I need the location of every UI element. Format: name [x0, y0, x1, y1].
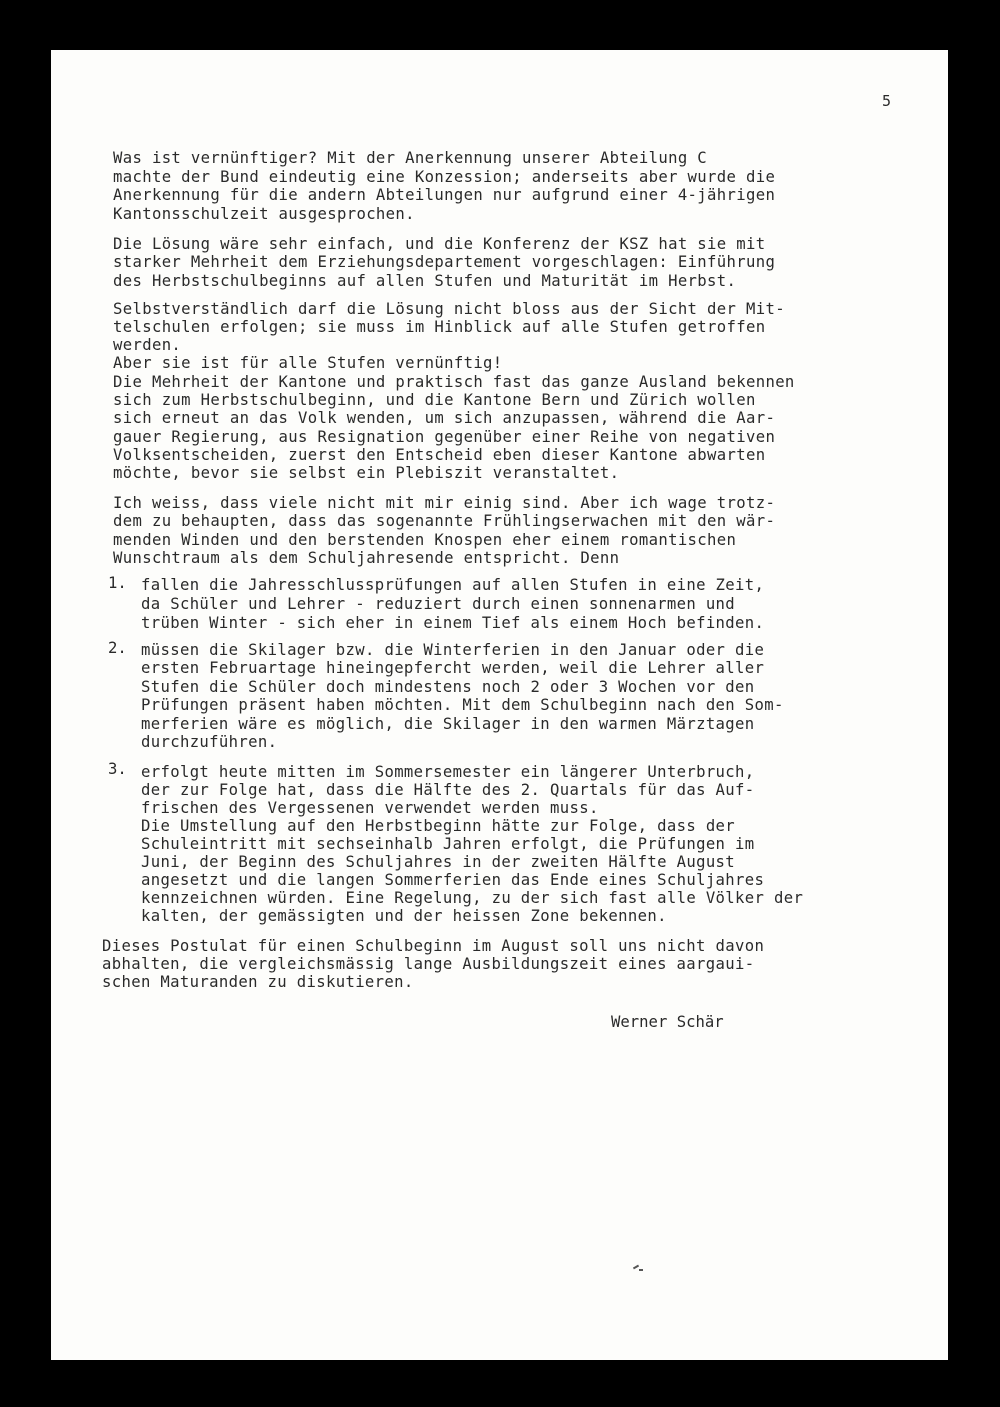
- list-item-2-line-3: Stufen die Schüler doch mindestens noch 2 oder 3 Wochen vor den: [141, 678, 755, 696]
- list-number-3: 3.: [108, 760, 127, 778]
- list-number-2: 2.: [108, 639, 127, 657]
- list-item-2-line-6: durchzuführen.: [141, 733, 278, 751]
- paragraph-3-line-10: möchte, bevor sie selbst ein Plebiszit veranstaltet.: [113, 464, 620, 482]
- list-item-3-line-5: Schuleintritt mit sechseinhalb Jahren erfolgt, die Prüfungen im: [141, 835, 755, 853]
- closing-line-2: abhalten, die vergleichsmässig lange Ausbildungszeit eines aargaui-: [102, 955, 755, 973]
- paragraph-4-line-1: Ich weiss, dass viele nicht mit mir einig sind. Aber ich wage trotz-: [113, 494, 776, 512]
- paragraph-4-line-3: menden Winden und den berstenden Knospen eher einem romantischen: [113, 531, 737, 549]
- paragraph-2-line-1: Die Lösung wäre sehr einfach, und die Konferenz der KSZ hat sie mit: [113, 235, 766, 253]
- page-number: 5: [882, 92, 892, 110]
- list-item-3-line-2: der zur Folge hat, dass die Hälfte des 2. Quartals für das Auf-: [141, 781, 755, 799]
- paragraph-3-line-8: gauer Regierung, aus Resignation gegenüber einer Reihe von negativen: [113, 428, 776, 446]
- paragraph-3-line-6: sich zum Herbstschulbeginn, und die Kantone Bern und Zürich wollen: [113, 391, 756, 409]
- list-item-2-line-1: müssen die Skilager bzw. die Winterferien in den Januar oder die: [141, 641, 765, 659]
- paragraph-1-line-3: Anerkennung für die andern Abteilungen nur aufgrund einer 4-jährigen: [113, 186, 776, 204]
- list-item-3-line-8: kennzeichnen würden. Eine Regelung, zu der sich fast alle Völker der: [141, 889, 804, 907]
- paragraph-2-line-2: starker Mehrheit dem Erziehungsdepartement vorgeschlagen: Einführung: [113, 253, 776, 271]
- paragraph-3-line-3: werden.: [113, 336, 182, 354]
- signature: Werner Schär: [611, 1013, 724, 1031]
- paragraph-4-line-4: Wunschtraum als dem Schuljahresende entspricht. Denn: [113, 549, 620, 567]
- list-item-3-line-6: Juni, der Beginn des Schuljahres in der zweiten Hälfte August: [141, 853, 736, 871]
- list-item-1-line-2: da Schüler und Lehrer - reduziert durch einen sonnenarmen und: [141, 595, 736, 613]
- paragraph-1-line-2: machte der Bund eindeutig eine Konzession; anderseits aber wurde die: [113, 168, 776, 186]
- paragraph-3-line-7: sich erneut an das Volk wenden, um sich anzupassen, während die Aar-: [113, 409, 776, 427]
- closing-line-3: schen Maturanden zu diskutieren.: [102, 973, 414, 991]
- list-item-3-line-1: erfolgt heute mitten im Sommersemester ein längerer Unterbruch,: [141, 763, 755, 781]
- paragraph-3-line-4: Aber sie ist für alle Stufen vernünftig!: [113, 354, 503, 372]
- paragraph-2-line-3: des Herbstschulbeginns auf allen Stufen und Maturität im Herbst.: [113, 272, 737, 290]
- list-item-2-line-2: ersten Februartage hineingepfercht werden, weil die Lehrer aller: [141, 659, 765, 677]
- paragraph-3-line-2: telschulen erfolgen; sie muss im Hinblick auf alle Stufen getroffen: [113, 318, 766, 336]
- list-item-3-line-4: Die Umstellung auf den Herbstbeginn hätte zur Folge, dass der: [141, 817, 736, 835]
- list-item-3-line-9: kalten, der gemässigten und der heissen Zone bekennen.: [141, 907, 667, 925]
- paragraph-3-line-9: Volksentscheiden, zuerst den Entscheid eben dieser Kantone abwarten: [113, 446, 766, 464]
- list-number-1: 1.: [108, 574, 127, 592]
- list-item-1-line-1: fallen die Jahresschlussprüfungen auf allen Stufen in eine Zeit,: [141, 576, 765, 594]
- paragraph-4-line-2: dem zu behaupten, dass das sogenannte Frühlingserwachen mit den wär-: [113, 512, 776, 530]
- paragraph-3-line-5: Die Mehrheit der Kantone und praktisch fast das ganze Ausland bekennen: [113, 373, 795, 391]
- list-item-3-line-3: frischen des Vergessenen verwendet werden muss.: [141, 799, 599, 817]
- document-page: [51, 50, 948, 1360]
- list-item-1-line-3: trüben Winter - sich eher in einem Tief als einem Hoch befinden.: [141, 614, 765, 632]
- list-item-2-line-5: merferien wäre es möglich, die Skilager in den warmen Märztagen: [141, 715, 755, 733]
- list-item-2-line-4: Prüfungen präsent haben möchten. Mit dem Schulbeginn nach den Som-: [141, 696, 784, 714]
- scan-mark: [639, 1269, 643, 1271]
- list-item-3-line-7: angesetzt und die langen Sommerferien das Ende eines Schuljahres: [141, 871, 765, 889]
- paragraph-3-line-1: Selbstverständlich darf die Lösung nicht bloss aus der Sicht der Mit-: [113, 300, 785, 318]
- closing-line-1: Dieses Postulat für einen Schulbeginn im August soll uns nicht davon: [102, 937, 765, 955]
- paragraph-1-line-1: Was ist vernünftiger? Mit der Anerkennung unserer Abteilung C: [113, 149, 708, 167]
- paragraph-1-line-4: Kantonsschulzeit ausgesprochen.: [113, 205, 415, 223]
